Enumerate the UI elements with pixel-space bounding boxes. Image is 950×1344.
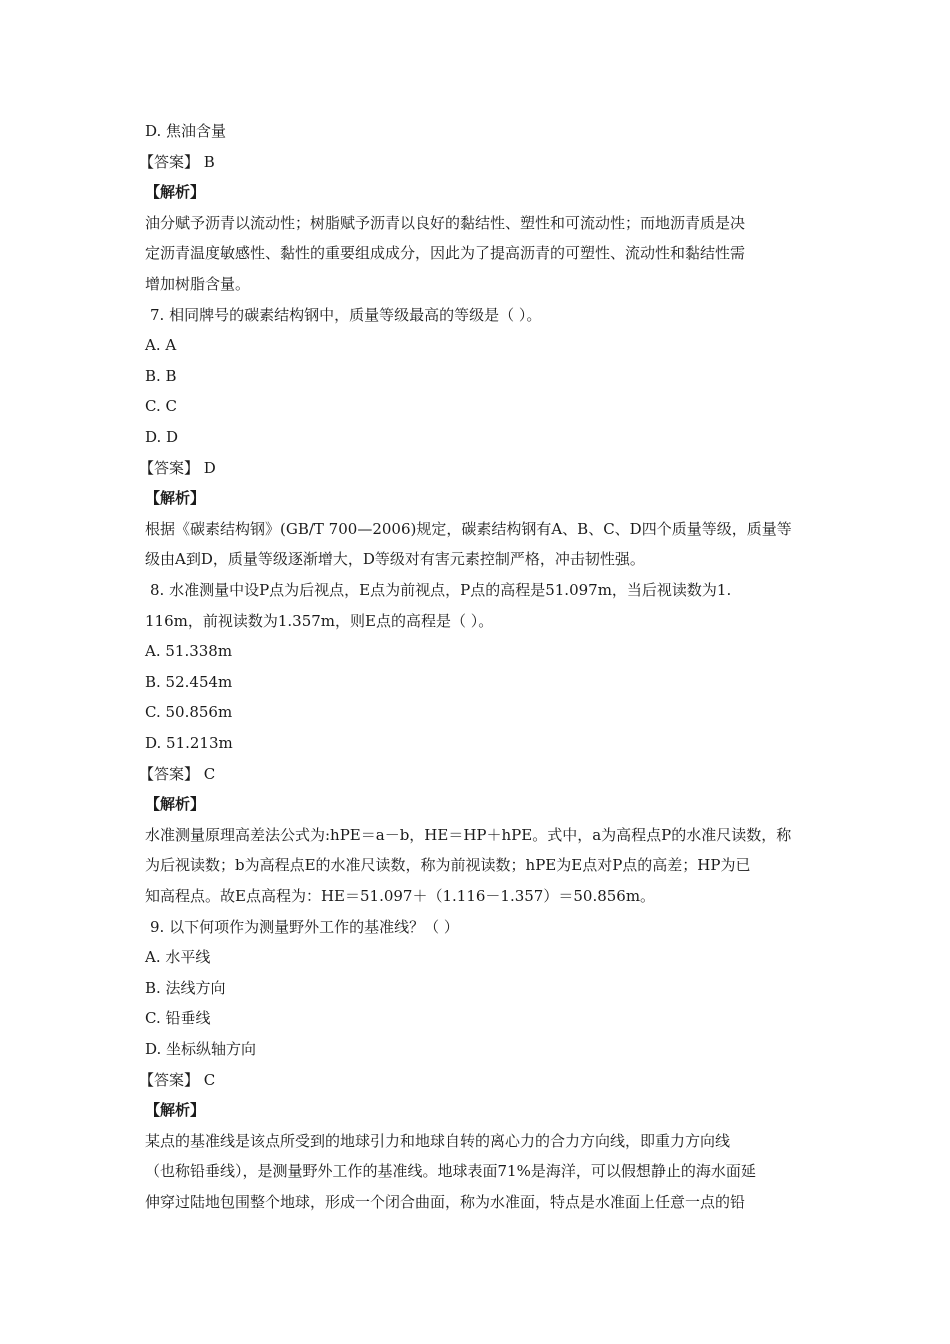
analysis-heading: 【解析】 [145, 489, 206, 507]
question-line: 9. 以下何项作为测量野外工作的基准线？（ ） [150, 918, 459, 936]
option-line: C. 50.856m [145, 703, 233, 721]
analysis-text: 增加树脂含量。 [145, 275, 251, 293]
analysis-text: 根据《碳素结构钢》(GB/T 700—2006)规定，碳素结构钢有A、B、C、D四个质量等级，质量等 [145, 520, 792, 538]
option-line: A. A [145, 336, 177, 354]
answer-line: 【答案】 C [139, 1071, 216, 1089]
option-line: D. 坐标纵轴方向 [145, 1040, 257, 1058]
answer-line: 【答案】 B [139, 153, 215, 171]
analysis-heading: 【解析】 [145, 183, 206, 201]
analysis-text: 油分赋予沥青以流动性；树脂赋予沥青以良好的黏结性、塑性和可流动性；而地沥青质是决 [145, 214, 746, 232]
option-line: D. 焦油含量 [145, 122, 227, 140]
option-line: B. 法线方向 [145, 979, 226, 997]
question-line: 116m，前视读数为1.357m，则E点的高程是（ ）。 [145, 612, 494, 630]
option-line: C. 铅垂线 [145, 1009, 211, 1027]
analysis-text: 伸穿过陆地包围整个地球，形成一个闭合曲面，称为水准面，特点是水准面上任意一点的铅 [145, 1193, 746, 1211]
option-line: D. 51.213m [145, 734, 233, 752]
question-line: 8. 水准测量中设P点为后视点，E点为前视点，P点的高程是51.097m，当后视读数为1. [150, 581, 732, 599]
analysis-heading: 【解析】 [145, 795, 206, 813]
option-line: C. C [145, 397, 177, 415]
option-line: D. D [145, 428, 179, 446]
analysis-text: 为后视读数；b为高程点E的水准尺读数，称为前视读数；hPE为E点对P点的高差；HP为已 [145, 856, 751, 874]
option-line: A. 51.338m [145, 642, 233, 660]
question-line: 7. 相同牌号的碳素结构钢中，质量等级最高的等级是（ ）。 [150, 306, 542, 324]
answer-line: 【答案】 C [139, 765, 216, 783]
option-line: B. 52.454m [145, 673, 233, 691]
analysis-text: 知高程点。故E点高程为：HE＝51.097＋（1.116－1.357）＝50.856m。 [145, 887, 656, 905]
analysis-text: 某点的基准线是该点所受到的地球引力和地球自转的离心力的合力方向线，即重力方向线 [145, 1132, 731, 1150]
option-line: A. 水平线 [145, 948, 211, 966]
analysis-text: 水准测量原理高差法公式为:hPE＝a－b，HE＝HP＋hPE。式中，a为高程点P的水准尺读数，称 [145, 826, 792, 844]
analysis-text: 级由A到D，质量等级逐渐增大，D等级对有害元素控制严格，冲击韧性强。 [145, 550, 645, 568]
analysis-text: 定沥青温度敏感性、黏性的重要组成成分，因此为了提高沥青的可塑性、流动性和黏结性需 [145, 244, 746, 262]
analysis-heading: 【解析】 [145, 1101, 206, 1119]
analysis-text: （也称铅垂线），是测量野外工作的基准线。地球表面71%是海洋，可以假想静止的海水面延 [145, 1162, 756, 1180]
answer-line: 【答案】 D [139, 459, 216, 477]
option-line: B. B [145, 367, 177, 385]
